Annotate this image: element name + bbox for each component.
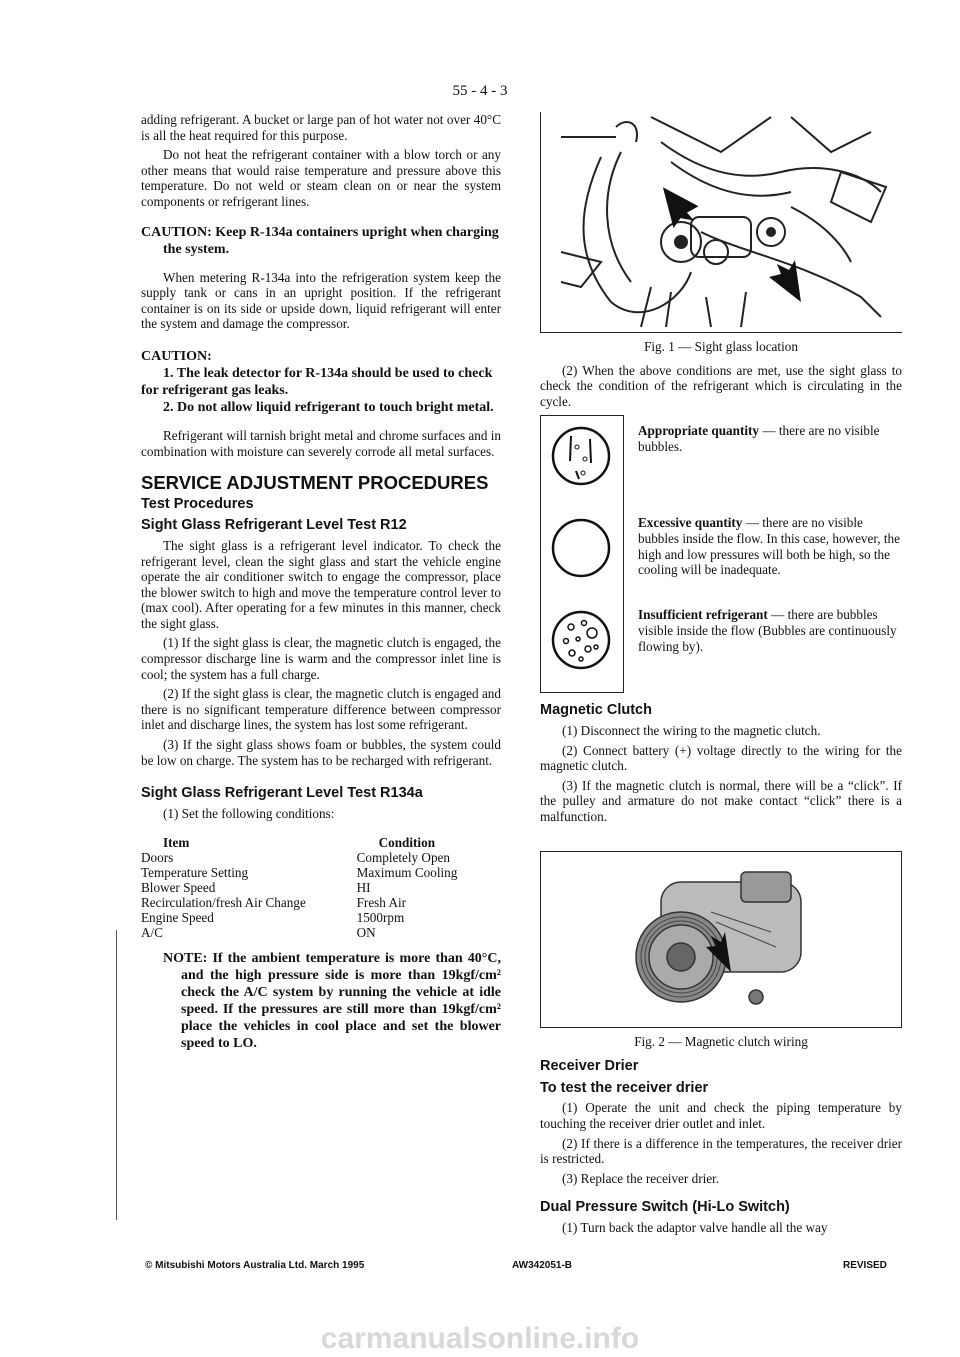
table-cell: 1500rpm — [356, 910, 405, 926]
empty-sight-glass-icon — [541, 508, 621, 588]
dual-pressure-heading: Dual Pressure Switch (Hi-Lo Switch) — [540, 1199, 790, 1216]
margin-rule — [116, 930, 117, 1220]
bubble-title-excessive: Excessive quantity — [638, 515, 743, 531]
fig1-sight-glass-illustration — [540, 112, 902, 333]
sight-glass-drawing — [541, 112, 901, 332]
receiver-step-1: (1) Operate the unit and check the piping temperature by touching the receiver drier outlet and inlet. — [540, 1100, 902, 1131]
r134a-step-1: (1) Set the following conditions: — [163, 805, 335, 821]
caution-upright-text: CAUTION: Keep R-134a containers upright when charging the system. — [141, 224, 499, 257]
right-column — [540, 112, 902, 1239]
caution-item-1: 1. The leak detector for R-134a should be used to check for refrigerant gas leaks. — [141, 365, 493, 398]
table-cell: HI — [356, 880, 371, 896]
caution-leak — [141, 348, 501, 416]
r12-step-2: (2) If the sight glass is clear, the magnetic clutch is engaged and there is no significant temperature difference between compressor inlet and discharge lines, the system has lost some refrigerant. — [141, 686, 501, 733]
clear-sight-glass-icon — [541, 416, 621, 496]
caution-title: CAUTION: — [141, 348, 212, 364]
footer-status: REVISED — [843, 1260, 887, 1271]
r12-heading: Sight Glass Refrigerant Level Test R12 — [141, 517, 407, 534]
fig1-caption: Fig. 1 — Sight glass location — [644, 339, 798, 354]
fig2-caption: Fig. 2 — Magnetic clutch wiring — [634, 1033, 808, 1049]
table-cell: Blower Speed — [141, 880, 216, 896]
compressor-drawing — [541, 852, 901, 1027]
table-cell: Doors — [141, 850, 174, 866]
table-cell: Fresh Air — [356, 895, 407, 911]
table-cell: Maximum Cooling — [356, 865, 458, 881]
page-number: 55 - 4 - 3 — [452, 83, 508, 99]
bubble-desc-insufficient: — there are bubbles visible inside the flow (Bubbles are continuously flowing by). — [638, 607, 897, 654]
r12-step-1: (1) If the sight glass is clear, the magnetic clutch is engaged, the compressor discharge line is warm and the compressor inlet line is cool; the system has a full charge. — [141, 635, 501, 682]
bubble-chart — [540, 415, 902, 693]
conditions-table — [141, 835, 481, 940]
left-column — [141, 112, 501, 1052]
receiver-step-2: (2) If there is a difference in the temperatures, the receiver drier is restricted. — [540, 1135, 902, 1167]
heat-warning-paragraph: Do not heat the refrigerant container with a blow torch or any other means that would raise temperature and pressure above this temperature. Do not weld or steam clean on or near the system components or refrigerant lines. — [141, 147, 501, 209]
clutch-step-1: (1) Disconnect the wiring to the magnetic clutch. — [562, 722, 821, 738]
bubble-text-appropriate — [638, 423, 900, 454]
watermark: carmanualsonline.info — [320, 1322, 640, 1355]
magnetic-clutch-heading: Magnetic Clutch — [540, 702, 652, 719]
table-row — [141, 910, 481, 925]
test-procedures-heading: Test Procedures — [141, 495, 254, 512]
table-row — [141, 895, 481, 910]
intro-paragraph: adding refrigerant. A bucket or large pan of hot water not over 40°C is all the heat required for this purpose. — [141, 112, 501, 143]
table-cell: ON — [356, 925, 376, 941]
table-row — [141, 850, 481, 865]
r134a-heading: Sight Glass Refrigerant Level Test R134a — [141, 785, 423, 802]
receiver-drier-heading: Receiver Drier — [540, 1058, 639, 1075]
bubble-title-appropriate: Appropriate quantity — [638, 423, 760, 439]
dual-step-1: (1) Turn back the adaptor valve handle all the way — [562, 1219, 828, 1235]
receiver-drier-subheading: To test the receiver drier — [540, 1079, 709, 1096]
bubble-text-insufficient — [638, 607, 900, 654]
table-row — [141, 880, 481, 895]
receiver-step-3: (3) Replace the receiver drier. — [562, 1170, 720, 1186]
bubble-text-excessive — [638, 515, 900, 577]
bubble-desc-excessive: — there are no visible bubbles inside the flow. In this case, however, the high and low pressures will both be high, so the cooling will be inadequate. — [638, 515, 900, 578]
table-header-row — [141, 835, 481, 850]
bubble-icons-box — [540, 415, 624, 693]
r12-paragraph: The sight glass is a refrigerant level indicator. To check the refrigerant level, clean the sight glass and start the vehicle engine operate the air conditioner switch to engage the compressor, place the blower switch to high and move the temperature control lever to (max cool). After operating for a few minutes in this manner, check the sight glass. — [141, 537, 501, 631]
table-cell: Completely Open — [356, 850, 450, 866]
bubble-row-excessive — [541, 508, 623, 600]
ambient-temperature-note: NOTE: If the ambient temperature is more than 40°C, and the high pressure side is more than 19kgf/cm² check the A/C system by running the vehicle at idle speed. If the pressures are still more than 19kgf/cm² place the vehicles in cool place and set the blower speed to LO. — [163, 951, 501, 1052]
tarnish-paragraph: Refrigerant will tarnish bright metal and chrome surfaces and in combination with moisture can severely corrode all metal surfaces. — [141, 427, 502, 459]
table-header-condition: Condition — [378, 835, 436, 851]
clutch-step-3: (3) If the magnetic clutch is normal, there will be a “click”. If the pulley and armature do not make contact “click” there is a malfunction. — [540, 777, 902, 824]
caution-upright — [141, 224, 501, 258]
bubble-desc-appropriate: — there are no visible bubbles. — [638, 423, 880, 454]
caution-item-2: 2. Do not allow liquid refrigerant to touch bright metal. — [163, 399, 494, 415]
metering-paragraph: When metering R-134a into the refrigeration system keep the supply tank or cans in an upright position. If the refrigerant container is on its side or upside down, liquid refrigerant will enter the system and damage the compressor. — [141, 269, 501, 332]
footer-code: AW342051-B — [512, 1260, 573, 1271]
section-title: SERVICE ADJUSTMENT PROCEDURES — [141, 472, 489, 494]
bubble-row-insufficient — [541, 600, 623, 692]
table-cell: Temperature Setting — [141, 865, 249, 881]
bubbly-sight-glass-icon — [541, 600, 621, 680]
table-header-item: Item — [163, 835, 190, 851]
table-row — [141, 865, 481, 880]
clutch-step-2: (2) Connect battery (+) voltage directly to the wiring for the magnetic clutch. — [540, 742, 902, 774]
table-cell: Engine Speed — [141, 910, 214, 926]
fig2-magnetic-clutch-photo — [540, 851, 902, 1028]
table-cell: Recirculation/fresh Air Change — [141, 895, 306, 911]
footer-copyright: © Mitsubishi Motors Australia Ltd. March 1995 — [145, 1260, 365, 1271]
bubble-title-insufficient: Insufficient refrigerant — [638, 607, 768, 623]
sight-glass-step-2: (2) When the above conditions are met, use the sight glass to check the condition of the refrigerant which is circulating in the cycle. — [540, 362, 902, 409]
r12-step-3: (3) If the sight glass shows foam or bubbles, the system could be low on charge. The system has to be recharged with refrigerant. — [141, 737, 501, 768]
table-row — [141, 925, 481, 940]
table-cell: A/C — [141, 925, 163, 941]
bubble-row-appropriate — [541, 416, 623, 508]
